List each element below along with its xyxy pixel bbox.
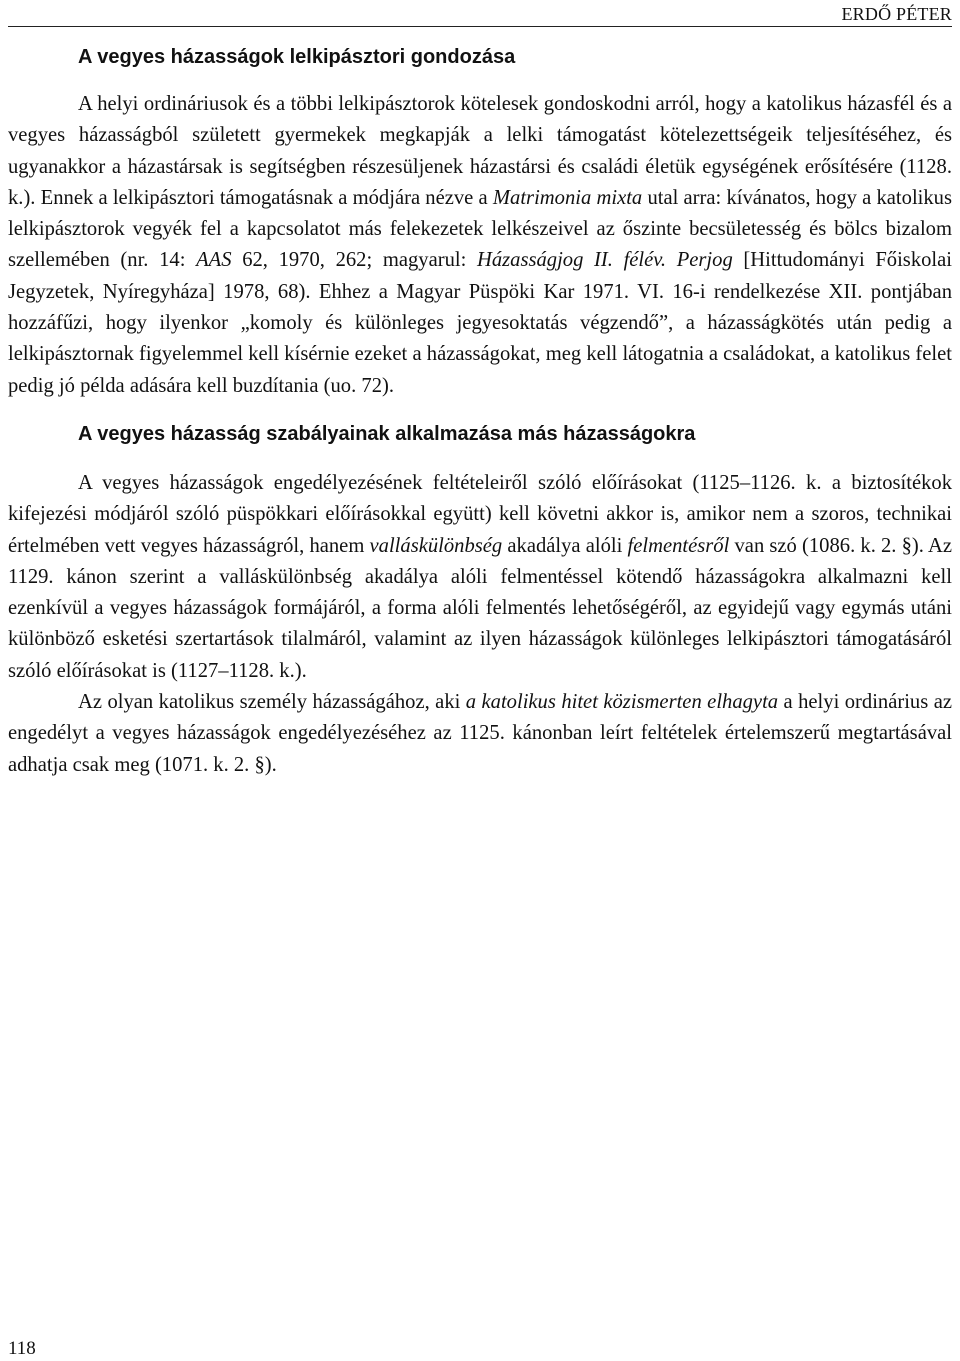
text-run: a helyi ordinárius az engedélyt a vegyes házasságok engedélyezéséhez az 1125. kánonban leírt feltételek értelemszerű megtartásával adhatja csak meg (1071. k. 2. §). — [8, 691, 952, 776]
italic-aas: AAS — [196, 249, 232, 272]
text-run: 62, 1970, 262; magyarul: — [231, 249, 477, 272]
italic-felmentesrol: felmentésről — [627, 534, 730, 557]
text-run: A vegyes házasságok engedélyezésének feltételeiről szóló előírásokat (1125–1126. k. a biztosítékok kifejezési módjáról szóló püspökkari előírásokkal együtt) kell követni akkor is, amikor nem a szoros, technikai értelmében vett vegyes házasságról, hanem — [8, 471, 952, 557]
text-run: van szó (1086. k. 2. §). Az 1129. kánon szerint a valláskülönbség akadálya alóli felmentéssel kötendő házasságokra alkalmazni kell ezenkívül a vegyes házasságok formájáról, a forma alóli felmentés lehetőségéről, az egyidejű vagy egymás utáni különböző esketési szertartások tilalmáról, valamint az ilyen házasságok különleges lelkipásztori támogatásáról szóló előírásokat is (1127–1128. k.). — [8, 534, 952, 682]
header-author: ERDŐ PÉTER — [841, 4, 952, 24]
italic-matrimonia-mixta: Matrimonia mixta — [492, 186, 643, 209]
running-header — [8, 2, 952, 27]
page-body — [8, 42, 952, 781]
paragraph-application-rules — [8, 468, 952, 687]
italic-vallaskulonbseg: valláskülönbség — [369, 534, 503, 557]
section-title-pastoral-care: A vegyes házasságok lelkipásztori gondozása — [78, 46, 516, 68]
text-run: Az olyan katolikus személy házasságához, aki — [78, 691, 466, 714]
italic-left-catholic-faith: a katolikus hitet közismerten elhagyta — [465, 691, 779, 714]
text-run: akadálya alóli — [502, 534, 628, 557]
text-run: utal arra: kívánatos, hogy a katolikus lelkipásztorok vegyék fel a kapcsolatot más felekezetek lelkészeivel az őszinte becsületesség és bölcs bizalom szellemében (nr. 14: — [8, 186, 952, 272]
paragraph-apostate-marriage — [8, 687, 952, 781]
section-title-application-rules: A vegyes házasság szabályainak alkalmazása más házasságokra — [78, 422, 696, 445]
page-number: 118 — [8, 1338, 36, 1359]
paragraph-pastoral-care — [8, 89, 952, 402]
text-run: [Hittudományi Főiskolai Jegyzetek, Nyíregyháza] 1978, 68). Ehhez a Magyar Püspöki Kar 1971. VI. 16-i rendelkezése XII. pontjában hozzáfűzi, hogy ilyenkor „komoly és különleges jegyesoktatás végzendő”, a házasságkötés után pedig a lelkipásztornak figyelemmel kell kísérnie ezeket a házasságokat, meg kell látogatnia a családokat, a katolikus felet pedig jó példa adására kell buzdítania (uo. 72). — [8, 249, 952, 397]
text-run: A helyi ordináriusok és a többi lelkipásztorok kötelesek gondoskodni arról, hogy a katolikus házasfél és a vegyes házasságból született gyermekek megkapják a lelki támogatást kötelezettségeik teljesítéséhez, és ugyanakkor a házastársak is segítségben részesüljenek házastársi és családi életük egységének erősítésére (1128. k.). Ennek a lelkipásztori támogatásnak a módjára nézve a — [8, 93, 952, 209]
italic-book-title: Házasságjog II. félév. Perjog — [476, 249, 733, 272]
